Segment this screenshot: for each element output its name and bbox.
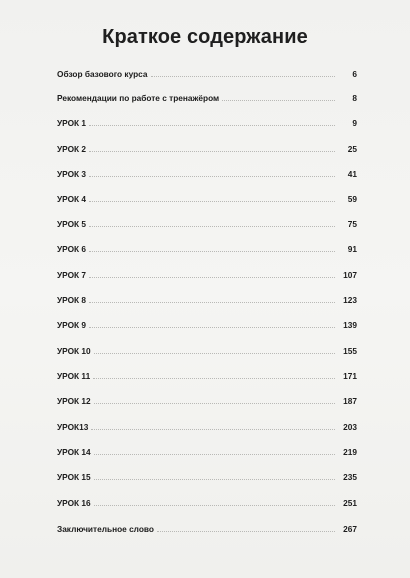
toc-entry-label: УРОК 4 bbox=[57, 194, 87, 204]
toc-entry-page: 171 bbox=[343, 371, 357, 381]
toc-entry-page: 187 bbox=[343, 396, 357, 406]
toc-dot-leader bbox=[89, 225, 335, 227]
toc-dot-leader bbox=[89, 301, 335, 303]
toc-dot-leader bbox=[93, 377, 335, 379]
toc-dot-leader bbox=[89, 175, 335, 177]
toc-dot-leader bbox=[89, 250, 335, 252]
toc-entry-label: Рекомендации по работе с тренажёром bbox=[57, 93, 220, 103]
toc-entry bbox=[57, 268, 357, 280]
toc-entry-page: 75 bbox=[347, 219, 357, 229]
toc-entry bbox=[57, 91, 357, 103]
toc-entry bbox=[57, 445, 357, 457]
toc-entry-label: УРОК 11 bbox=[57, 371, 91, 381]
toc-dot-leader bbox=[94, 352, 335, 354]
page-title: Краткое содержание bbox=[102, 26, 308, 48]
toc-entry-label: УРОК 5 bbox=[57, 219, 87, 229]
toc-entry-label: Заключительное слово bbox=[57, 524, 154, 534]
toc-entry-page: 267 bbox=[343, 524, 357, 534]
toc-entry-label: УРОК 9 bbox=[57, 320, 87, 330]
toc-entry-label: УРОК 14 bbox=[57, 447, 91, 457]
toc-entry bbox=[57, 217, 357, 229]
toc-entry-label: УРОК 1 bbox=[57, 118, 87, 128]
toc-dot-leader bbox=[89, 326, 335, 328]
toc-entry-label: УРОК 8 bbox=[57, 295, 87, 305]
toc-dot-leader bbox=[91, 428, 335, 430]
toc-entry-page: 203 bbox=[343, 422, 357, 432]
toc-entry-label: УРОК 2 bbox=[57, 144, 87, 154]
toc-entry bbox=[57, 470, 357, 482]
toc-entry-label: Обзор базового курса bbox=[57, 69, 148, 79]
toc-entry bbox=[57, 522, 357, 534]
toc-dot-leader bbox=[94, 402, 335, 404]
toc-entry bbox=[57, 318, 357, 330]
toc-entry bbox=[57, 369, 357, 381]
toc-entry-page: 8 bbox=[352, 93, 357, 103]
toc-entry bbox=[57, 116, 357, 128]
toc-entry-page: 9 bbox=[352, 118, 357, 128]
toc-entry bbox=[57, 67, 357, 79]
toc-entry-page: 235 bbox=[343, 472, 357, 482]
toc-entry bbox=[57, 496, 357, 508]
toc-entry bbox=[57, 142, 357, 154]
toc-entry-page: 25 bbox=[347, 144, 357, 154]
toc-entry-page: 123 bbox=[343, 295, 357, 305]
toc-dot-leader bbox=[222, 99, 335, 101]
toc-dot-leader bbox=[94, 478, 335, 480]
toc-dot-leader bbox=[157, 530, 335, 532]
toc-dot-leader bbox=[94, 504, 335, 506]
toc-entry bbox=[57, 167, 357, 179]
toc-dot-leader bbox=[94, 453, 335, 455]
toc-entry-label: УРОК 12 bbox=[57, 396, 91, 406]
toc-entry-page: 91 bbox=[347, 244, 357, 254]
toc-entry-page: 251 bbox=[343, 498, 357, 508]
toc-entry bbox=[57, 192, 357, 204]
toc-entry-label: УРОК 6 bbox=[57, 244, 87, 254]
toc-entry-label: УРОК 7 bbox=[57, 270, 87, 280]
toc-entry-page: 155 bbox=[343, 346, 357, 356]
toc-dot-leader bbox=[89, 276, 335, 278]
toc-dot-leader bbox=[89, 150, 335, 152]
toc-entry-page: 139 bbox=[343, 320, 357, 330]
toc-entry-label: УРОК 16 bbox=[57, 498, 91, 508]
toc-dot-leader bbox=[89, 124, 335, 126]
toc-entry bbox=[57, 344, 357, 356]
toc-entry-label: УРОК13 bbox=[57, 422, 89, 432]
toc-entry-label: УРОК 3 bbox=[57, 169, 87, 179]
toc-entry-page: 6 bbox=[352, 69, 357, 79]
toc-entry-page: 219 bbox=[343, 447, 357, 457]
toc-entry-page: 107 bbox=[343, 270, 357, 280]
toc-dot-leader bbox=[151, 75, 336, 77]
toc-entry-page: 59 bbox=[347, 194, 357, 204]
toc-entry-label: УРОК 10 bbox=[57, 346, 91, 356]
toc-entry-page: 41 bbox=[347, 169, 357, 179]
toc-dot-leader bbox=[89, 200, 335, 202]
toc-entry-label: УРОК 15 bbox=[57, 472, 91, 482]
toc-entry bbox=[57, 394, 357, 406]
toc-entry bbox=[57, 242, 357, 254]
toc-entry bbox=[57, 293, 357, 305]
toc-entry bbox=[57, 420, 357, 432]
